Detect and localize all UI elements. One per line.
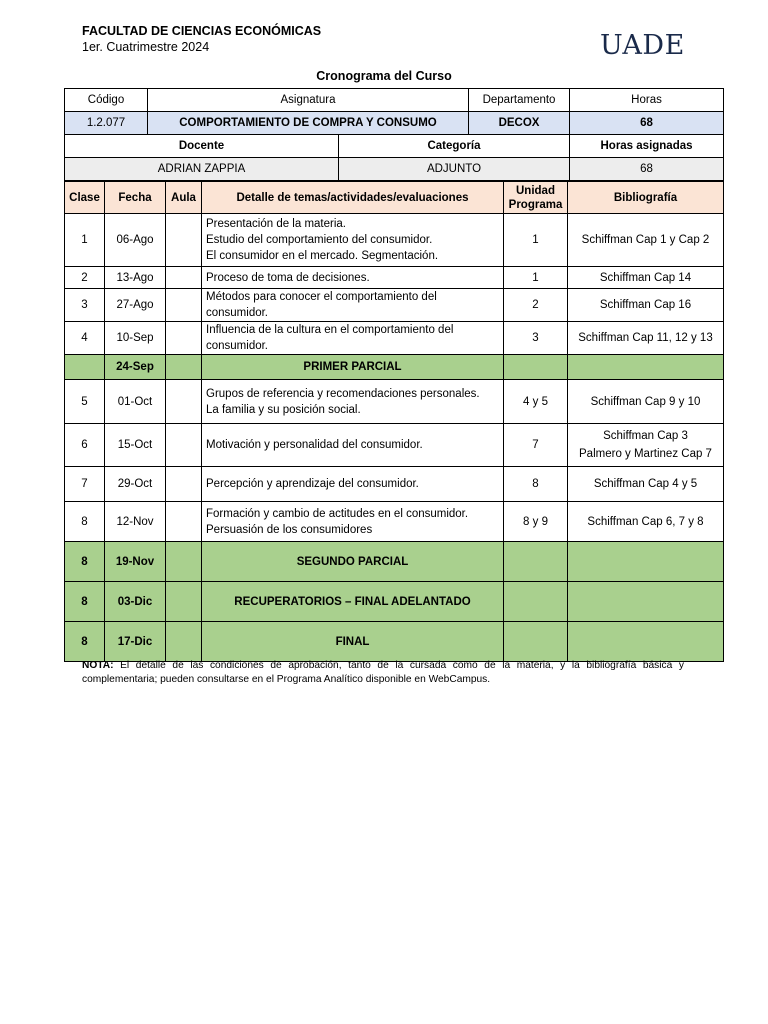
detalle-cell — [202, 467, 504, 502]
uade-logo: UADE — [600, 30, 685, 61]
bibliografia-line: Schiffman Cap 14 — [599, 271, 692, 284]
aula-cell — [166, 467, 202, 502]
table-row — [65, 214, 724, 267]
fecha-cell: 13-Ago — [105, 267, 166, 289]
fecha-cell: 27-Ago — [105, 289, 166, 322]
table-row — [65, 380, 724, 424]
fecha-cell: 03-Dic — [105, 582, 166, 622]
detalle-cell — [202, 289, 504, 322]
detalle-line: Influencia de la cultura en el comportamiento del consumidor. — [206, 324, 454, 352]
header-detalle: Detalle de temas/actividades/evaluaciones — [202, 182, 504, 214]
term-label: 1er. Cuatrimestre 2024 — [82, 40, 210, 54]
teacher-name: ADRIAN ZAPPIA — [65, 158, 339, 181]
bibliografia-cell — [568, 289, 724, 322]
clase-cell: 6 — [65, 424, 105, 467]
assigned-hours-label: Horas asignadas — [570, 135, 724, 158]
header-fecha: Fecha — [105, 182, 166, 214]
exam-label: RECUPERATORIOS – FINAL ADELANTADO — [202, 582, 504, 622]
clase-cell: 3 — [65, 289, 105, 322]
course-code: 1.2.077 — [65, 112, 148, 135]
hours-label: Horas — [570, 89, 724, 112]
detalle-line: Grupos de referencia y recomendaciones personales. — [206, 387, 480, 400]
clase-cell: 8 — [65, 582, 105, 622]
detalle-line: Percepción y aprendizaje del consumidor. — [206, 478, 419, 490]
exam-row — [65, 582, 724, 622]
table-row — [65, 424, 724, 467]
note-label: NOTA: — [82, 660, 114, 671]
bibliografia-line: Schiffman Cap 3 — [603, 430, 688, 442]
bibliografia-line: Schiffman Cap 4 y 5 — [593, 478, 698, 490]
fecha-cell: 29-Oct — [105, 467, 166, 502]
table-row — [65, 267, 724, 289]
schedule-header-row — [65, 182, 724, 214]
clase-cell: 8 — [65, 542, 105, 582]
unidad-cell: 3 — [504, 322, 568, 355]
bibliografia-line: Schiffman Cap 16 — [599, 299, 692, 311]
clase-cell: 1 — [65, 214, 105, 267]
department-label: Departamento — [469, 89, 570, 112]
fecha-cell: 01-Oct — [105, 380, 166, 424]
exam-row — [65, 542, 724, 582]
unidad-cell — [504, 582, 568, 622]
table-row — [65, 322, 724, 355]
footnote — [82, 659, 684, 687]
fecha-cell: 10-Sep — [105, 322, 166, 355]
detalle-line: Estudio del comportamiento del consumidor. — [206, 234, 433, 246]
page-title: Cronograma del Curso — [316, 69, 452, 83]
exam-row — [65, 355, 724, 380]
header-clase: Clase — [65, 182, 105, 214]
subject-label: Asignatura — [148, 89, 469, 112]
unidad-cell: 1 — [504, 214, 568, 267]
clase-cell — [65, 355, 105, 380]
detalle-cell — [202, 380, 504, 424]
clase-cell: 8 — [65, 622, 105, 662]
aula-cell — [166, 267, 202, 289]
bibliografia-cell — [568, 467, 724, 502]
code-label: Código — [65, 89, 148, 112]
detalle-line: La familia y su posición social. — [206, 403, 361, 416]
header-unidad: Unidad Programa — [504, 182, 568, 214]
bibliografia-line: Palmero y Martinez Cap 7 — [579, 448, 712, 460]
clase-cell: 2 — [65, 267, 105, 289]
header-block — [82, 24, 321, 54]
fecha-cell: 24-Sep — [105, 355, 166, 380]
header-aula: Aula — [166, 182, 202, 214]
fecha-cell: 06-Ago — [105, 214, 166, 267]
fecha-cell: 15-Oct — [105, 424, 166, 467]
table-row — [65, 467, 724, 502]
unidad-cell — [504, 622, 568, 662]
fecha-cell: 19-Nov — [105, 542, 166, 582]
aula-cell — [166, 289, 202, 322]
bibliografia-line: Schiffman Cap 1 y Cap 2 — [581, 234, 710, 246]
aula-cell — [166, 582, 202, 622]
unidad-cell: 7 — [504, 424, 568, 467]
bibliografia-cell — [568, 582, 724, 622]
exam-label: PRIMER PARCIAL — [202, 355, 504, 380]
detalle-line: Proceso de toma de decisiones. — [206, 271, 370, 284]
detalle-line: Persuasión de los consumidores — [206, 523, 373, 536]
course-info-table — [64, 88, 724, 181]
bibliografia-cell — [568, 322, 724, 355]
course-department: DECOX — [469, 112, 570, 135]
detalle-line: Presentación de la materia. — [206, 218, 346, 230]
unidad-cell: 4 y 5 — [504, 380, 568, 424]
bibliografia-cell — [568, 380, 724, 424]
header-bibliografia: Bibliografía — [568, 182, 724, 214]
assigned-hours: 68 — [570, 158, 724, 181]
detalle-cell — [202, 424, 504, 467]
aula-cell — [166, 355, 202, 380]
aula-cell — [166, 424, 202, 467]
bibliografia-cell — [568, 622, 724, 662]
aula-cell — [166, 322, 202, 355]
clase-cell: 7 — [65, 467, 105, 502]
teacher-label: Docente — [65, 135, 339, 158]
bibliografia-line: Schiffman Cap 11, 12 y 13 — [578, 332, 713, 344]
unidad-cell — [504, 542, 568, 582]
unidad-cell: 8 y 9 — [504, 502, 568, 542]
detalle-cell — [202, 322, 504, 355]
bibliografia-line: Schiffman Cap 6, 7 y 8 — [587, 515, 704, 528]
note-text: El detalle de las condiciones de aprobación, tanto de la cursada como de la materia, y la bibliografía básica y complementaria; pueden consultarse en el Programa Analítico disponible en WebCampus. — [82, 660, 684, 685]
clase-cell: 8 — [65, 502, 105, 542]
fecha-cell: 12-Nov — [105, 502, 166, 542]
detalle-line: Métodos para conocer el comportamiento del consumidor. — [206, 291, 437, 319]
fecha-cell: 17-Dic — [105, 622, 166, 662]
bibliografia-cell — [568, 424, 724, 467]
bibliografia-cell — [568, 267, 724, 289]
unidad-cell — [504, 355, 568, 380]
schedule-table — [64, 181, 724, 662]
detalle-line: El consumidor en el mercado. Segmentación. — [206, 250, 439, 262]
course-subject: COMPORTAMIENTO DE COMPRA Y CONSUMO — [148, 112, 469, 135]
aula-cell — [166, 502, 202, 542]
exam-row — [65, 622, 724, 662]
detalle-line: Formación y cambio de actitudes en el consumidor. — [206, 507, 469, 520]
unidad-cell: 1 — [504, 267, 568, 289]
detalle-line: Motivación y personalidad del consumidor. — [206, 439, 423, 451]
clase-cell: 5 — [65, 380, 105, 424]
bibliografia-line: Schiffman Cap 9 y 10 — [590, 395, 701, 408]
exam-label: FINAL — [202, 622, 504, 662]
unidad-cell: 2 — [504, 289, 568, 322]
teacher-category: ADJUNTO — [339, 158, 570, 181]
table-row — [65, 289, 724, 322]
course-hours: 68 — [570, 112, 724, 135]
aula-cell — [166, 622, 202, 662]
category-label: Categoría — [339, 135, 570, 158]
bibliografia-cell — [568, 542, 724, 582]
detalle-cell — [202, 214, 504, 267]
unidad-cell: 8 — [504, 467, 568, 502]
exam-label: SEGUNDO PARCIAL — [202, 542, 504, 582]
detalle-cell — [202, 267, 504, 289]
table-row — [65, 502, 724, 542]
aula-cell — [166, 380, 202, 424]
bibliografia-cell — [568, 502, 724, 542]
faculty-name: FACULTAD DE CIENCIAS ECONÓMICAS — [82, 24, 322, 38]
aula-cell — [166, 214, 202, 267]
bibliografia-cell — [568, 355, 724, 380]
bibliografia-cell — [568, 214, 724, 267]
aula-cell — [166, 542, 202, 582]
detalle-cell — [202, 502, 504, 542]
clase-cell: 4 — [65, 322, 105, 355]
